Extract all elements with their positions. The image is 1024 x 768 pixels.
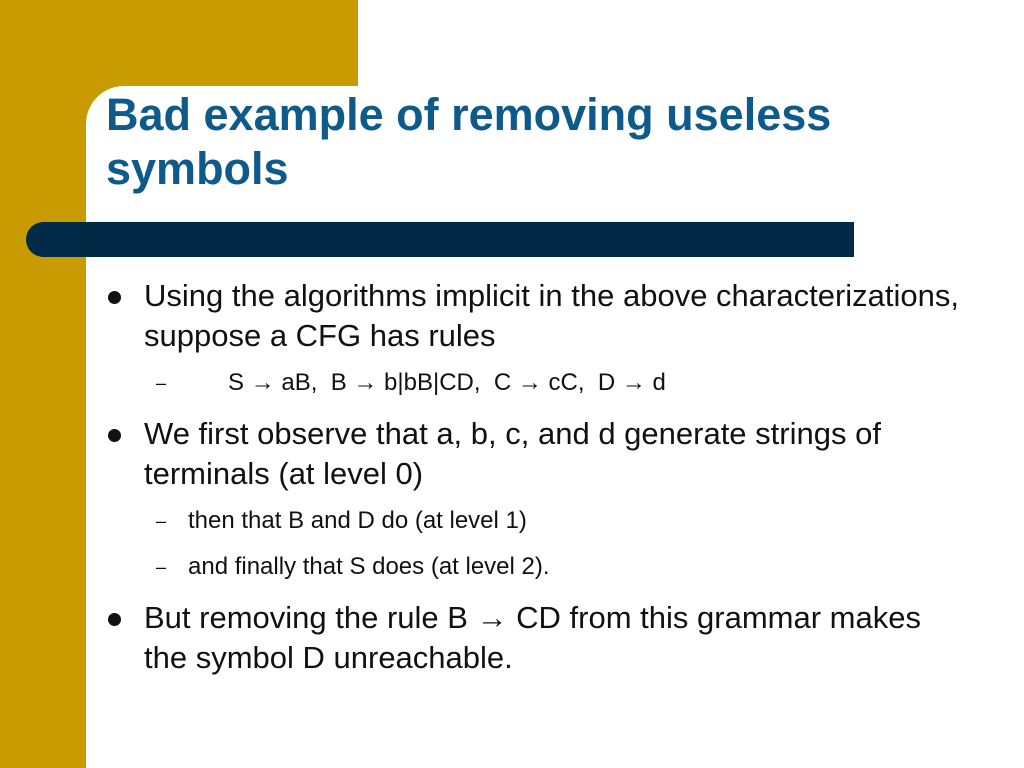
sub-item [106,368,966,398]
bullet-text: Using the algorithms implicit in the above characterizations, suppose a CFG has rules [144,278,959,353]
title-divider-bar [26,222,854,257]
sub-item-text: then that B and D do (at level 1) [188,507,527,534]
bullet-text: We first observe that a, b, c, and d generate strings of terminals (at level 0) [144,416,881,491]
slide-body [106,276,966,690]
dash-icon: – [156,511,167,531]
bullet-item [106,276,966,356]
dash-icon: – [156,557,167,577]
sub-item [106,506,966,536]
bullet-dot-icon [108,429,121,442]
bullet-dot-icon [108,613,121,626]
grammar-rules-text: S → aB, B → b|bB|CD, C → cC, D → d [228,369,666,396]
sub-item [106,552,966,582]
bullet-item [106,598,966,678]
bullet-text: But removing the rule B → CD from this grammar makes the symbol D unreachable. [144,600,921,675]
sub-item-text: and finally that S does (at level 2). [188,553,550,580]
bullet-item [106,414,966,494]
bullet-dot-icon [108,291,121,304]
dash-icon: – [156,373,167,393]
slide-title: Bad example of removing useless symbols [106,89,832,194]
